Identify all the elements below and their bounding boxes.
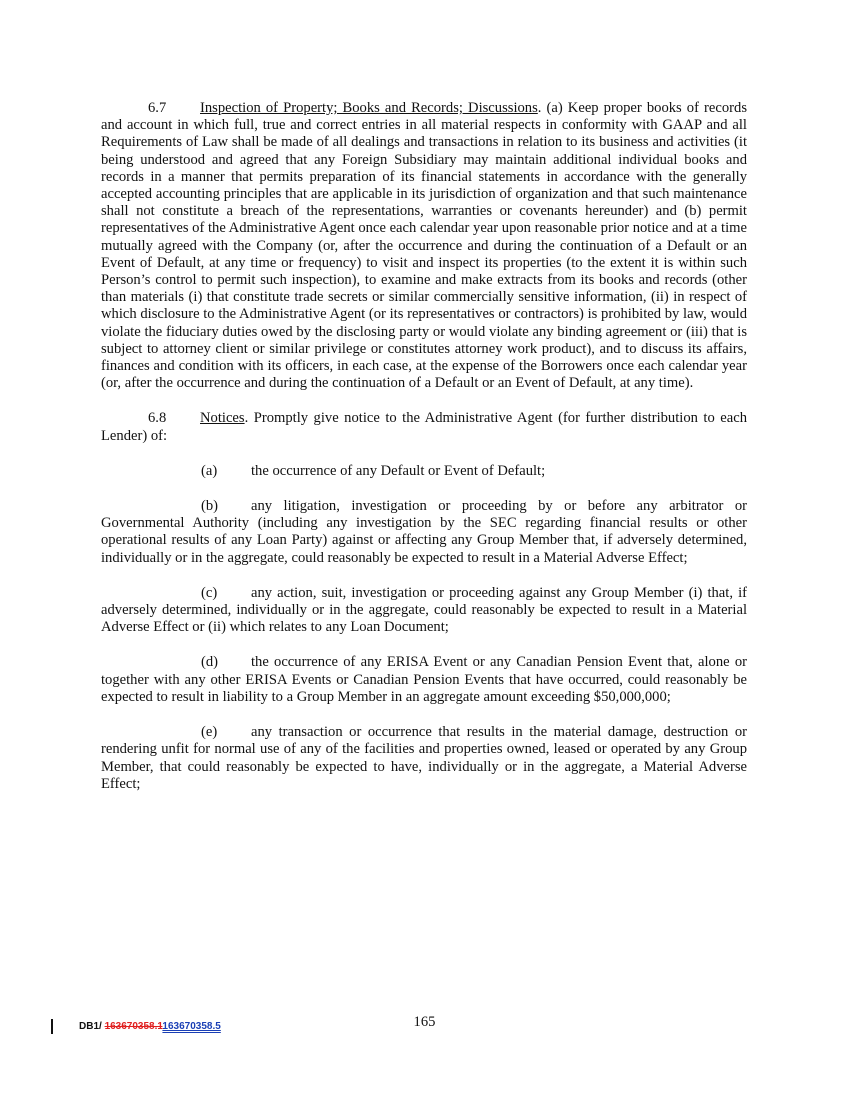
change-bar — [51, 1019, 53, 1034]
footer-deleted-id: 163670358.1 — [104, 1021, 163, 1033]
document-page — [101, 100, 747, 811]
list-item-e — [101, 724, 747, 793]
item-text: the occurrence of any Default or Event of Default; — [251, 462, 546, 479]
section-heading: Notices — [200, 410, 245, 427]
list-item-b — [101, 498, 747, 567]
item-label: (a) — [201, 462, 218, 479]
list-item-d — [101, 654, 747, 706]
section-number: 6.7 — [148, 100, 167, 116]
item-text: any litigation, investigation or proceeding by or before any arbitrator or Governmental Authority (including any investigation by the SEC regarding financial results or other operational results of any Loan Party) against or affecting any Group Member that, if adversely determined, individually or in the aggregate, could reasonably be expected to result in a Material Adverse Effect; — [101, 498, 747, 566]
list-item-c — [101, 585, 747, 637]
item-text: the occurrence of any ERISA Event or any Canadian Pension Event that, alone or together with any other ERISA Events or Canadian Pension Events that have occurred, could reasonably be expected to result in liability to a Group Member in an aggregate amount exceeding $50,000,000; — [101, 654, 747, 705]
section-heading: Inspection of Property; Books and Records; Discussions — [200, 100, 538, 116]
section-6-7 — [101, 100, 747, 392]
item-text: any transaction or occurrence that results in the material damage, destruction or rendering unfit for normal use of any of the facilities and properties owned, leased or operated by any Group Member, that could reasonably be expected to have, individually or in the aggregate, a Material Adverse Effect; — [101, 724, 747, 792]
item-label: (c) — [201, 584, 218, 601]
item-label: (d) — [201, 654, 219, 671]
footer-prefix: DB1/ — [79, 1021, 105, 1033]
item-label: (b) — [201, 498, 219, 515]
page-number: 165 — [413, 1014, 436, 1030]
section-body: . Promptly give notice to the Administrative Agent (for further distribution to each Lender) of: — [101, 410, 747, 444]
section-6-8 — [101, 410, 747, 444]
item-label: (e) — [201, 724, 218, 741]
footer-inserted-id: 163670358.5 — [162, 1021, 221, 1033]
document-footer — [51, 1019, 221, 1034]
section-body: . (a) Keep proper books of records and account in which full, true and correct entries in all material respects in conformity with GAAP and all Requirements of Law shall be made of all dealings and transactions in relation to its business and activities (it being understood and agreed that any Foreign Subsidiary may maintain additional individual books and records in a manner that permits preparation of its financial statements in accordance with the generally accepted accounting principles that are applicable in its jurisdiction of organization and that such maintenance shall not constitute a breach of the representations, warranties or covenants hereunder) and (b) permit representatives of the Administrative Agent once each calendar year upon reasonable prior notice and at a time mutually agreed with the Company (or, after the occurrence and during the continuation of a Default or an Event of Default, at any time or frequency) to visit and inspect its properties (to the extent it is within such Person’s control to permit such inspection), to examine and make extracts from its books and records (other than materials (i) that constitute trade secrets or similar commercially sensitive information, (ii) in respect of which disclosure to the Administrative Agent (or its representatives or contractors) is prohibited by law, would violate the fiduciary duties owed by the disclosing party or would violate any binding agreement or (iii) that is subject to attorney client or similar privilege or constitutes attorney work product), and to discuss its affairs, finances and condition with its officers, in each case, at the expense of the Borrowers once each calendar year (or, after the occurrence and during the continuation of a Default or an Event of Default, at any time). — [101, 100, 747, 392]
item-text: any action, suit, investigation or proceeding against any Group Member (i) that, if adversely determined, individually or in the aggregate, could reasonably be expected to result in a Material Adverse Effect or (ii) which relates to any Loan Document; — [101, 584, 747, 636]
list-item-a — [101, 463, 747, 480]
section-number: 6.8 — [148, 410, 167, 427]
